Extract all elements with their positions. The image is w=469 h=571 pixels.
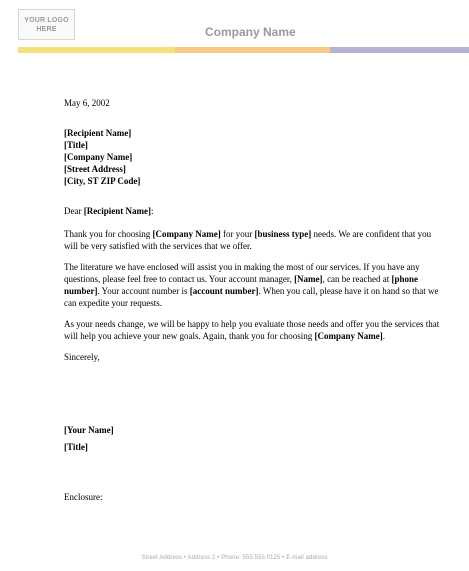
paragraph-2 [64, 261, 444, 309]
p2-text: , can be reached at [322, 274, 392, 284]
p2-text: The literature we have enclosed will assist you in making the most of our services. If you have any questions, please feel free to contact us. Your account manager, [64, 262, 420, 284]
salutation [64, 205, 444, 217]
logo-text-line1: YOUR LOGO [24, 16, 69, 24]
p3-text: As your needs change, we will be happy to help you evaluate those needs and offer you the services that will help you achieve your new goals. Again, thank you for choosing [64, 319, 440, 341]
p1-company-placeholder: [Company Name] [152, 229, 221, 239]
salutation-suffix: : [150, 206, 154, 216]
p3-company-placeholder: [Company Name] [314, 331, 383, 341]
p2-text: . When you call, please have it on hand so that we can expedite your requests. [64, 286, 439, 308]
p1-business-type-placeholder: [business type] [254, 229, 312, 239]
recipient-title: [Title] [64, 140, 88, 150]
footer-contact: Street Address • Address 2 • Phone: 555.555.0125 • E-mail address [141, 555, 328, 561]
salutation-name: [Recipient Name] [83, 206, 151, 216]
salutation-prefix: Dear [64, 206, 84, 216]
recipient-company: [Company Name] [64, 152, 133, 162]
letter-body [64, 97, 444, 503]
p3-text: . [382, 331, 385, 341]
recipient-name: [Recipient Name] [64, 128, 132, 138]
logo-placeholder [18, 9, 75, 40]
header-bar-lavender [330, 47, 469, 53]
p2-text: . Your account number is [97, 286, 190, 296]
p1-text: for your [220, 229, 255, 239]
p1-text: Thank you for choosing [64, 229, 153, 239]
signature-title: [Title] [64, 442, 88, 452]
closing: Sincerely, [64, 352, 100, 362]
recipient-city: [City, ST ZIP Code] [64, 176, 141, 186]
company-name: Company Name [205, 25, 296, 39]
recipient-street: [Street Address] [64, 164, 126, 174]
enclosure: Enclosure: [64, 492, 103, 502]
signature-name: [Your Name] [64, 425, 114, 435]
paragraph-3 [64, 318, 444, 342]
logo-text-line2: HERE [36, 25, 57, 33]
p1-text: needs. We are confident that you will be very satisfied with the services that we offer. [64, 229, 432, 251]
header-bar-yellow [18, 47, 175, 53]
p2-account-placeholder: [account number] [189, 286, 259, 296]
recipient-address [64, 127, 444, 187]
letter-date: May 6, 2002 [64, 98, 110, 108]
paragraph-1 [64, 228, 444, 252]
header-bar-orange [175, 47, 330, 53]
p2-name-placeholder: [Name] [294, 274, 323, 284]
p2-phone-placeholder: [phone number] [64, 274, 419, 296]
